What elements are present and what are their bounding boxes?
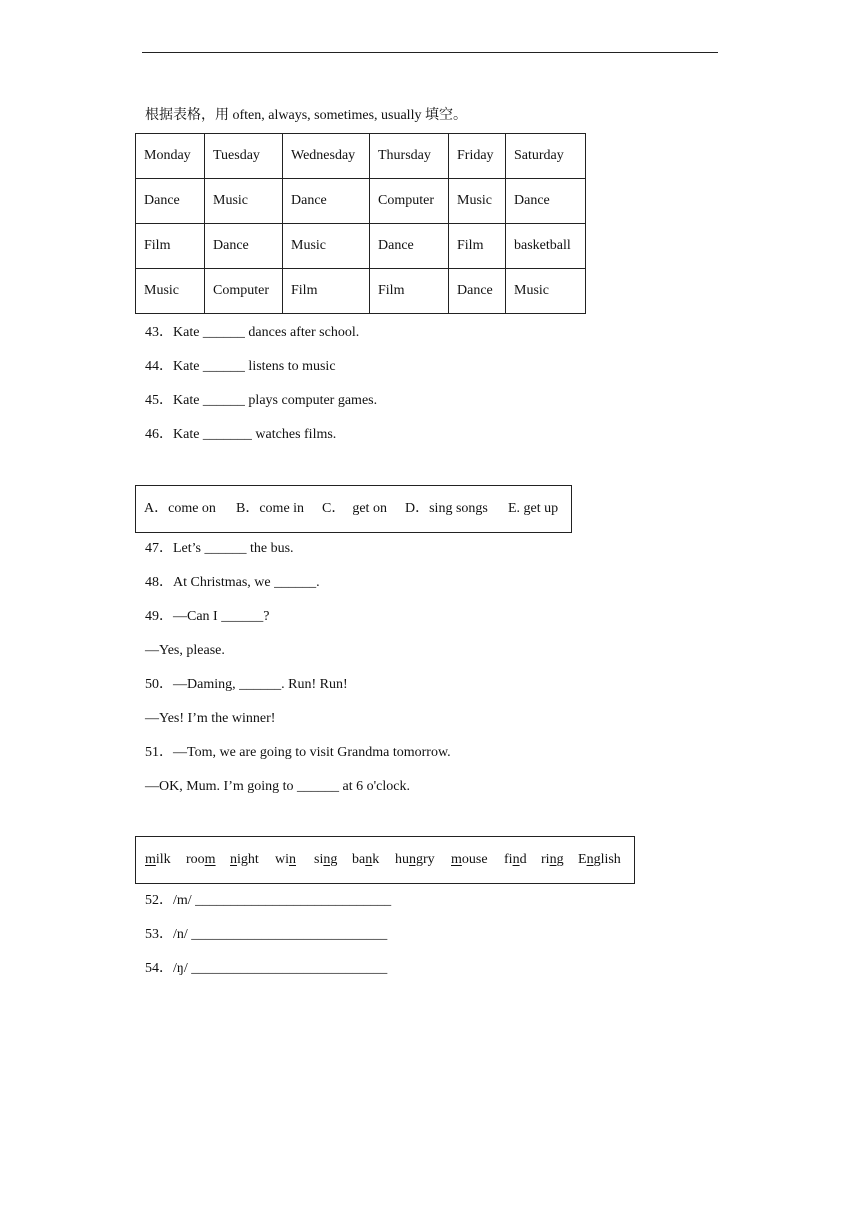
table-cell: Tuesday — [205, 134, 283, 179]
word-item: night — [230, 852, 259, 867]
table-cell: Dance — [136, 179, 205, 224]
table-cell: Dance — [506, 179, 586, 224]
table-cell: Film — [283, 269, 370, 314]
answer-49: —Yes, please. — [145, 643, 225, 658]
word-item: room — [186, 852, 216, 867]
table-row — [136, 224, 586, 269]
question-46: 46．Kate _______ watches films. — [145, 427, 337, 442]
answer-51: —OK, Mum. I’m going to ______ at 6 o'clock. — [145, 779, 410, 794]
table-cell: Friday — [449, 134, 506, 179]
question-54: 54．/ŋ/ ____________________________ — [145, 961, 388, 976]
question-51: 51．—Tom, we are going to visit Grandma tomorrow. — [145, 745, 451, 760]
answer-50: —Yes! I’m the winner! — [145, 711, 276, 726]
word-item: find — [504, 852, 527, 867]
table-cell: Music — [205, 179, 283, 224]
table-cell: Saturday — [506, 134, 586, 179]
word-item: ring — [541, 852, 564, 867]
table-cell: basketball — [506, 224, 586, 269]
table-cell: Dance — [205, 224, 283, 269]
option-c: C． get on — [322, 501, 387, 516]
option-d: D．sing songs — [405, 501, 488, 516]
table-cell: Computer — [205, 269, 283, 314]
instruction: 根据表格，用 often, always, sometimes, usually 填空。 — [145, 108, 467, 123]
table-cell: Film — [136, 224, 205, 269]
table-cell: Music — [449, 179, 506, 224]
word-item: mouse — [451, 852, 488, 867]
table-cell: Music — [136, 269, 205, 314]
table-row — [136, 269, 586, 314]
question-50: 50．—Daming, ______. Run! Run! — [145, 677, 348, 692]
question-48: 48．At Christmas, we ______. — [145, 575, 320, 590]
table-cell: Computer — [370, 179, 449, 224]
question-49: 49．—Can I ______? — [145, 609, 270, 624]
schedule-table — [135, 133, 586, 314]
word-item: hungry — [395, 852, 435, 867]
word-item: win — [275, 852, 296, 867]
word-item: sing — [314, 852, 338, 867]
option-e: E. get up — [508, 501, 559, 516]
table-cell: Dance — [283, 179, 370, 224]
table-cell: Dance — [370, 224, 449, 269]
table-row — [136, 179, 586, 224]
question-44: 44．Kate ______ listens to music — [145, 359, 336, 374]
question-52: 52．/m/ ____________________________ — [145, 893, 392, 908]
question-43: 43．Kate ______ dances after school. — [145, 325, 360, 340]
options-box — [135, 485, 572, 533]
table-cell: Thursday — [370, 134, 449, 179]
table-cell: Film — [449, 224, 506, 269]
option-a: A．come on — [144, 501, 216, 516]
question-45: 45．Kate ______ plays computer games. — [145, 393, 378, 408]
table-cell: Music — [506, 269, 586, 314]
table-cell: Monday — [136, 134, 205, 179]
word-item: English — [578, 852, 621, 867]
question-53: 53．/n/ ____________________________ — [145, 927, 388, 942]
table-cell: Wednesday — [283, 134, 370, 179]
table-cell: Music — [283, 224, 370, 269]
words-box — [135, 836, 635, 884]
table-cell: Dance — [449, 269, 506, 314]
table-cell: Film — [370, 269, 449, 314]
word-item: bank — [352, 852, 380, 867]
table-row — [136, 134, 586, 179]
word-item: milk — [145, 852, 171, 867]
question-47: 47．Let’s ______ the bus. — [145, 541, 294, 556]
option-b: B．come in — [236, 501, 305, 516]
header-rule — [142, 52, 718, 53]
